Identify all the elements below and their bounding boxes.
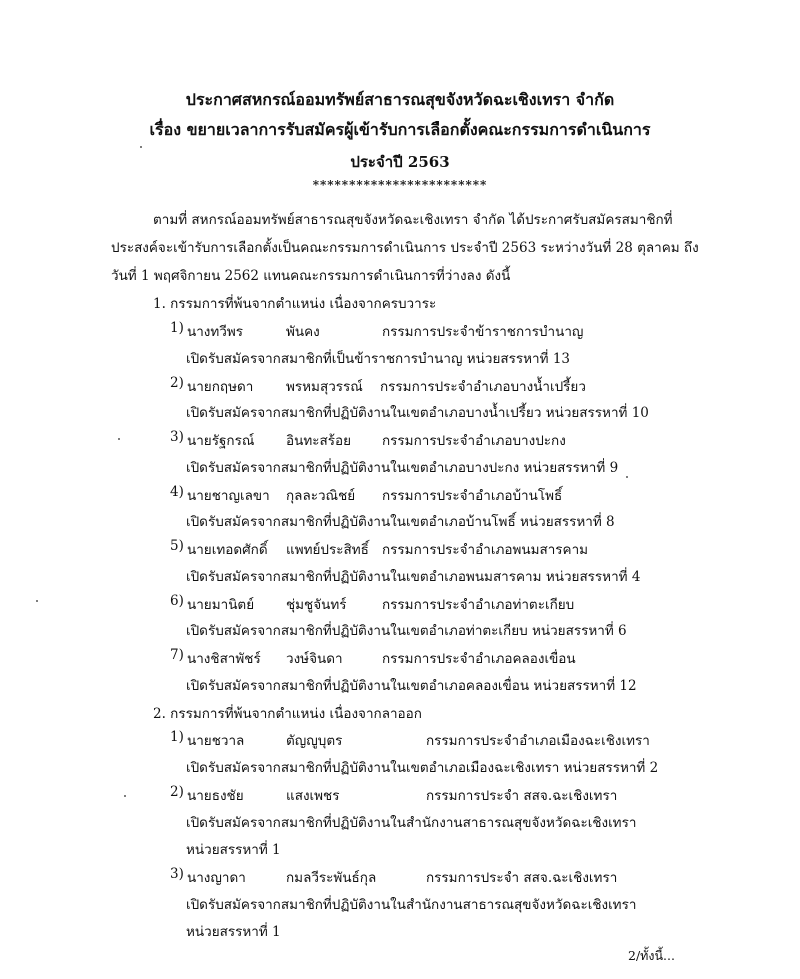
member-first-name: นายมานิตย์	[187, 597, 255, 613]
item-description: เปิดรับสมัครจากสมาชิกที่ปฏิบัติงานในเขตอำเภอท่าตะเกียบ หน่วยสรรหาที่ 6	[186, 623, 627, 639]
star-divider: ************************	[312, 178, 488, 192]
item-description-continued: หน่วยสรรหาที่ 1	[186, 924, 281, 940]
member-position: กรรมการประจำอำเภอเมืองฉะเชิงเทรา	[426, 733, 650, 749]
member-position: กรรมการประจำ สสจ.ฉะเชิงเทรา	[426, 870, 618, 886]
item-number: 1)	[170, 320, 184, 336]
item-description: เปิดรับสมัครจากสมาชิกที่ปฏิบัติงานในเขตอำเภอบางปะกง หน่วยสรรหาที่ 9	[186, 460, 619, 476]
item-description: เปิดรับสมัครจากสมาชิกที่ปฏิบัติงานในเขตอำเภอเมืองฉะเชิงเทรา หน่วยสรรหาที่ 2	[186, 760, 659, 776]
member-position: กรรมการประจำ สสจ.ฉะเชิงเทรา	[426, 788, 618, 804]
member-last-name: อินทะสร้อย	[286, 433, 351, 449]
item-description: เปิดรับสมัครจากสมาชิกที่ปฏิบัติงานในเขตอำเภอบ้านโพธิ์ หน่วยสรรหาที่ 8	[186, 514, 615, 530]
scan-speck	[140, 146, 142, 148]
member-position: กรรมการประจำอำเภอคลองเขื่อน	[382, 651, 576, 667]
member-first-name: นายชวาล	[187, 733, 245, 749]
item-description: เปิดรับสมัครจากสมาชิกที่ปฏิบัติงานในเขตอำเภอคลองเขื่อน หน่วยสรรหาที่ 12	[186, 678, 637, 694]
section-1-heading: 1. กรรมการที่พ้นจากตำแหน่ง เนื่องจากครบวาระ	[153, 296, 437, 312]
scan-speck	[118, 438, 120, 440]
member-last-name: แพทย์ประสิทธิ์	[286, 542, 369, 558]
intro-line-3: วันที่ 1 พฤศจิกายน 2562 แทนคณะกรรมการดำเนินการที่ว่างลง ดังนี้	[111, 268, 511, 284]
member-first-name: นางญาดา	[187, 870, 246, 886]
scan-speck	[124, 795, 126, 797]
member-first-name: นายรัฐกรณ์	[187, 433, 255, 449]
item-description-continued: หน่วยสรรหาที่ 1	[186, 842, 281, 858]
item-number: 3)	[170, 866, 184, 882]
item-description: เปิดรับสมัครจากสมาชิกที่เป็นข้าราชการบำนาญ หน่วยสรรหาที่ 13	[186, 351, 570, 367]
announcement-subject: เรื่อง ขยายเวลาการรับสมัครผู้เข้ารับการเลือกตั้งคณะกรรมการดำเนินการ	[149, 120, 651, 139]
member-position: กรรมการประจำอำเภอบ้านโพธิ์	[382, 488, 563, 504]
item-number: 6)	[170, 593, 184, 609]
item-description: เปิดรับสมัครจากสมาชิกที่ปฏิบัติงานในเขตอำเภอบางน้ำเปรี้ยว หน่วยสรรหาที่ 10	[186, 405, 649, 421]
member-first-name: นายธงชัย	[187, 788, 244, 804]
member-first-name: นายกฤษดา	[187, 379, 254, 395]
announcement-title: ประกาศสหกรณ์ออมทรัพย์สาธารณสุขจังหวัดฉะเชิงเทรา จำกัด	[185, 90, 615, 109]
member-position: กรรมการประจำอำเภอบางน้ำเปรี้ยว	[380, 379, 586, 395]
member-last-name: พรหมสุวรรณ์	[286, 379, 363, 395]
member-first-name: นายเทอดศักดิ์	[187, 542, 268, 558]
item-number: 2)	[170, 375, 184, 391]
member-last-name: ชุ่มชูจันทร์	[286, 597, 347, 613]
item-number: 4)	[170, 484, 184, 500]
item-description: เปิดรับสมัครจากสมาชิกที่ปฏิบัติงานในเขตอำเภอพนมสารคาม หน่วยสรรหาที่ 4	[186, 569, 641, 585]
member-last-name: กมลวีระพันธ์กุล	[286, 870, 377, 886]
scan-speck	[36, 600, 38, 602]
announcement-year: ประจำปี 2563	[350, 153, 450, 171]
member-first-name: นายชาญเลขา	[187, 488, 270, 504]
intro-line-2: ประสงค์จะเข้ารับการเลือกตั้งเป็นคณะกรรมการดำเนินการ ประจำปี 2563 ระหว่างวันที่ 28 ตุลาคม ถึง	[111, 240, 699, 256]
item-description: เปิดรับสมัครจากสมาชิกที่ปฏิบัติงานในสำนักงานสาธารณสุขจังหวัดฉะเชิงเทรา	[186, 897, 637, 913]
member-last-name: พันคง	[286, 324, 320, 340]
page-continuation: 2/ทั้งนี้...	[628, 948, 675, 963]
item-number: 5)	[170, 538, 184, 554]
member-last-name: วงษ์จินดา	[286, 651, 343, 667]
member-last-name: กุลละวณิชย์	[286, 488, 356, 504]
item-number: 3)	[170, 429, 184, 445]
member-last-name: ตัญญูบุตร	[286, 733, 343, 749]
member-position: กรรมการประจำอำเภอพนมสารคาม	[382, 542, 589, 558]
item-number: 7)	[170, 647, 184, 663]
scan-speck	[626, 476, 628, 478]
member-position: กรรมการประจำอำเภอท่าตะเกียบ	[382, 597, 575, 613]
item-description: เปิดรับสมัครจากสมาชิกที่ปฏิบัติงานในสำนักงานสาธารณสุขจังหวัดฉะเชิงเทรา	[186, 815, 637, 831]
member-position: กรรมการประจำข้าราชการบำนาญ	[382, 324, 584, 340]
member-first-name: นางชิสาพัชร์	[187, 651, 261, 667]
intro-line-1: ตามที่ สหกรณ์ออมทรัพย์สาธารณสุขจังหวัดฉะเชิงเทรา จำกัด ได้ประกาศรับสมัครสมาชิกที่	[153, 212, 673, 228]
item-number: 1)	[170, 729, 184, 745]
item-number: 2)	[170, 784, 184, 800]
member-last-name: แสงเพชร	[286, 788, 340, 804]
section-2-heading: 2. กรรมการที่พ้นจากตำแหน่ง เนื่องจากลาออก	[153, 706, 422, 722]
member-position: กรรมการประจำอำเภอบางปะกง	[382, 433, 566, 449]
member-first-name: นางทวีพร	[187, 324, 244, 340]
